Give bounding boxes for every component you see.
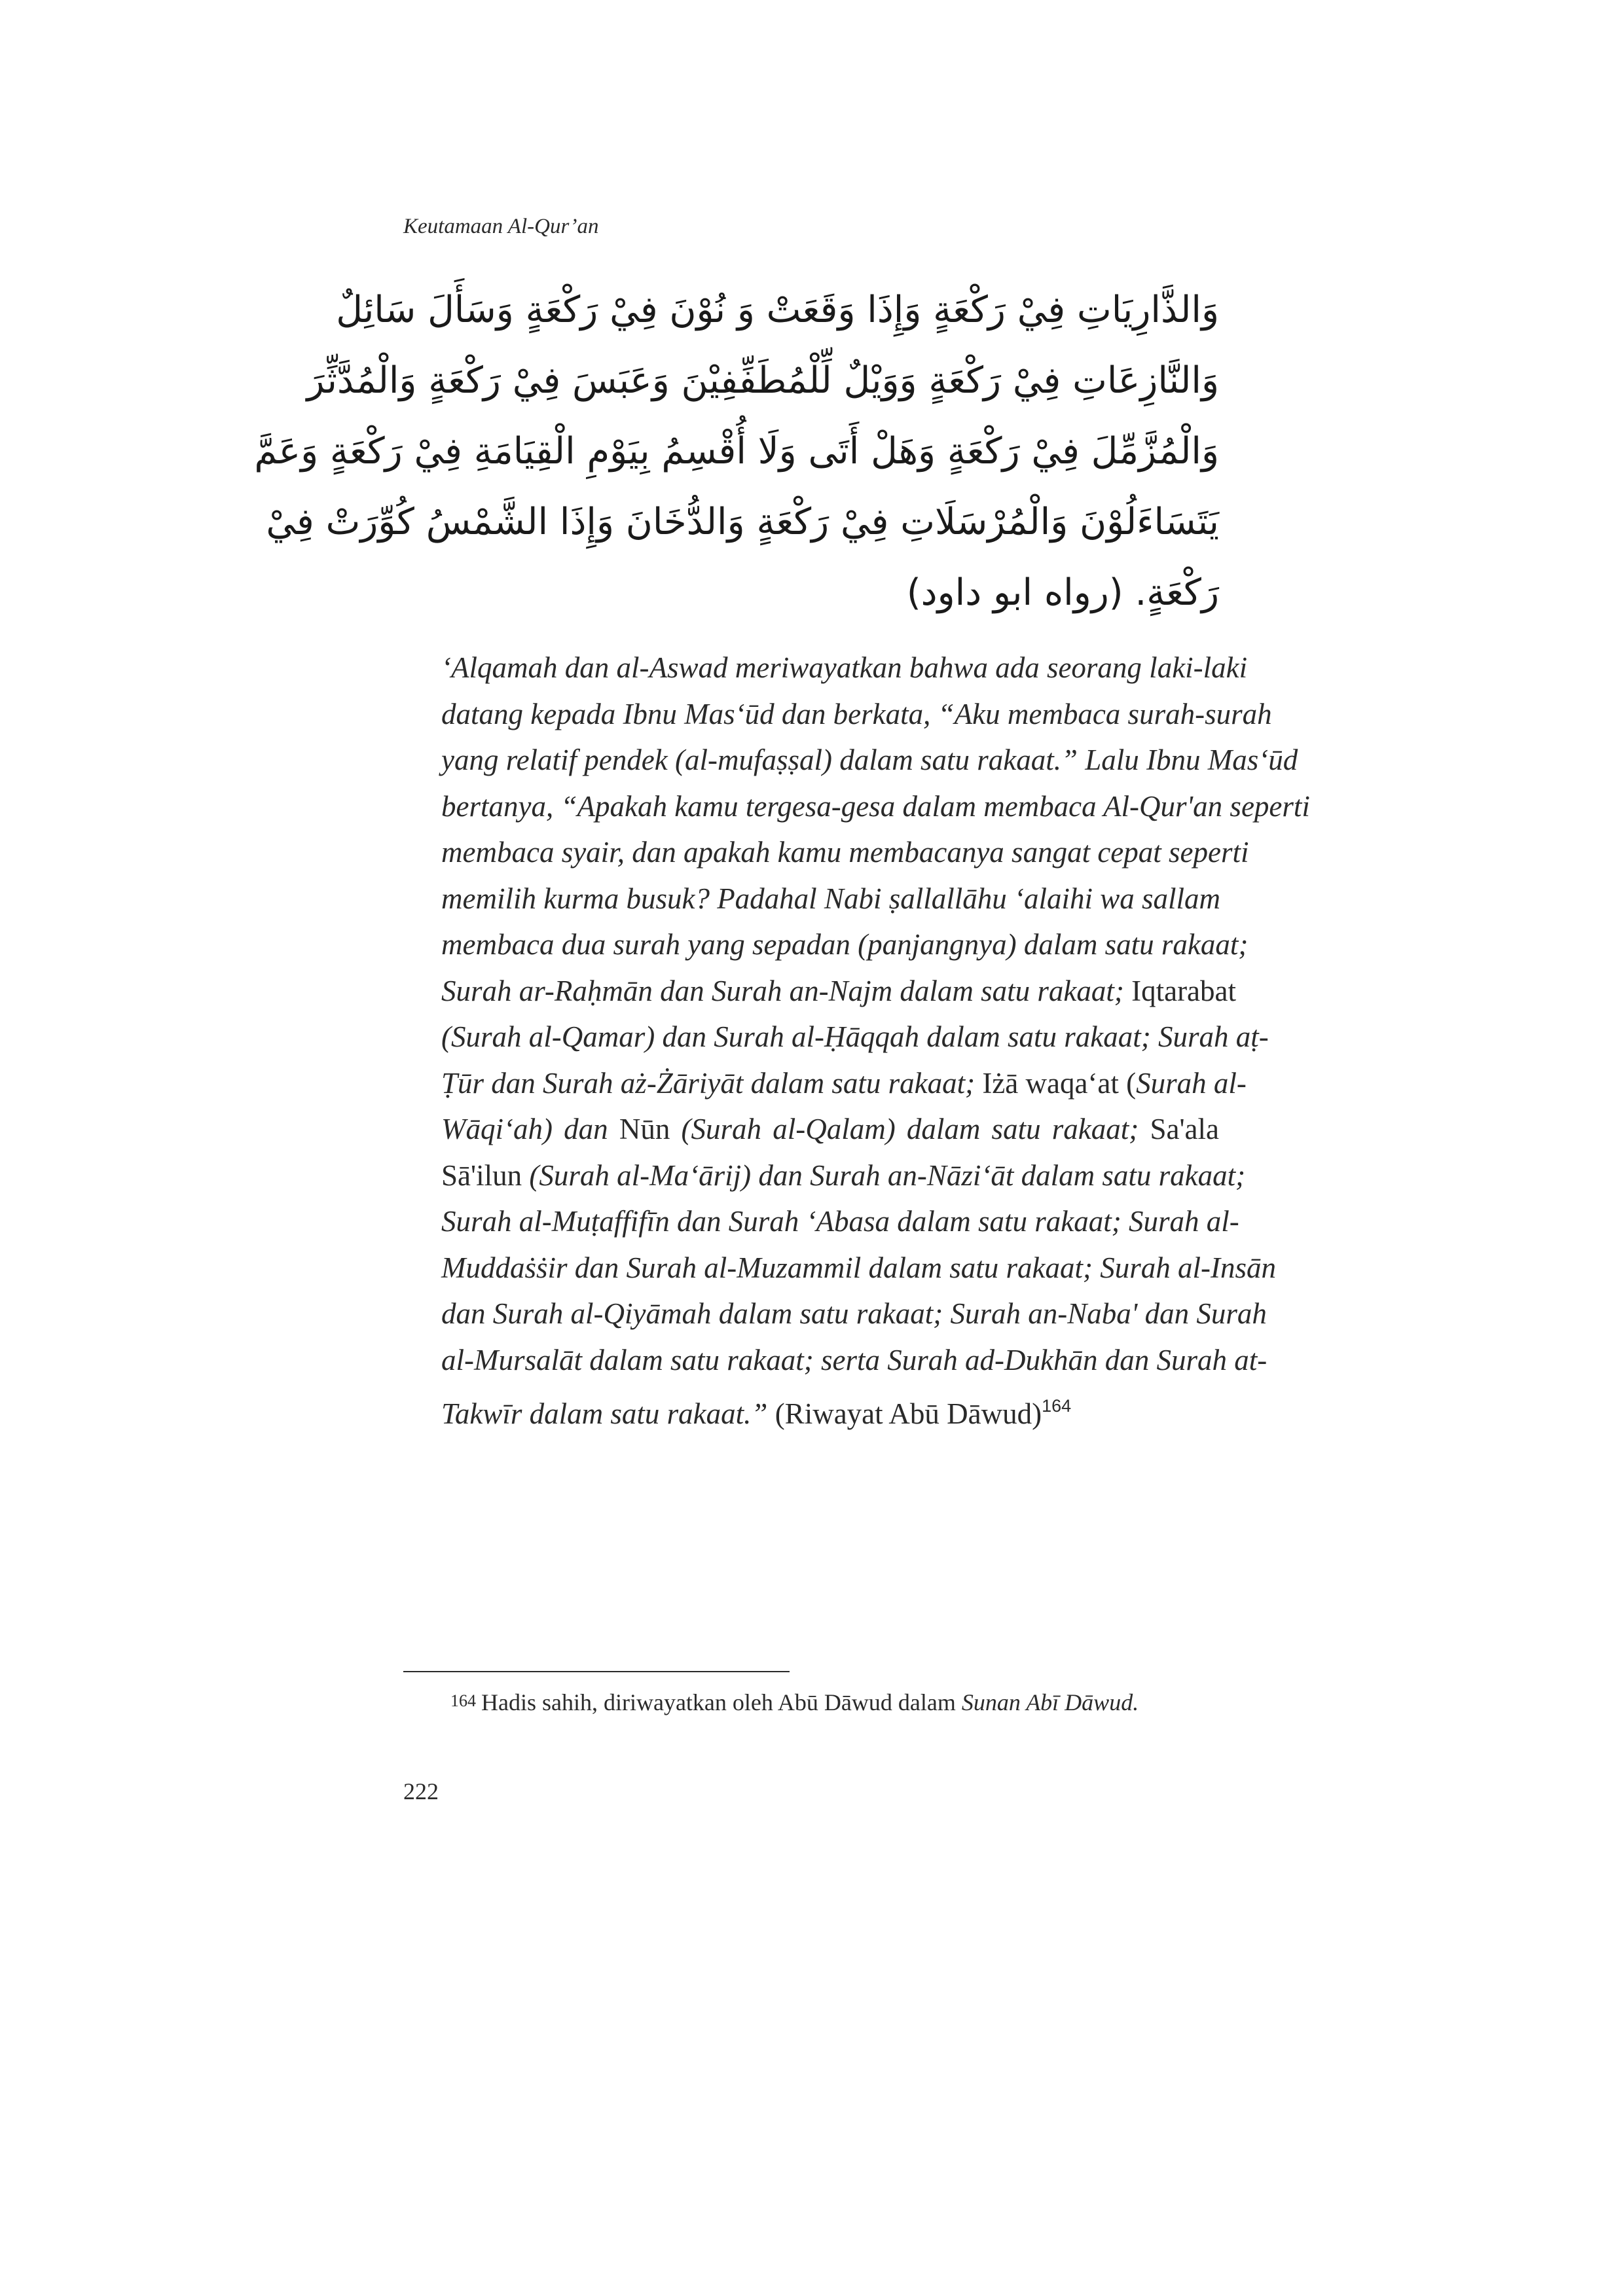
arabic-hadith-text [254, 275, 1219, 628]
translation-line: Muddaṡṡir dan Surah al-Muzammil dalam satu rakaat; Surah al-Insān [441, 1251, 1277, 1284]
running-header: Keutamaan Al-Qur’an [403, 215, 599, 238]
arabic-line: رَكْعَةٍ. (رواه ابو داود) [906, 571, 1219, 614]
footnote-source: Sunan Abī Dāwud. [961, 1689, 1139, 1715]
page-number: 222 [403, 1778, 439, 1804]
translation-line: (Surah al-Qamar) dan Surah al-Ḥāqqah dalam satu rakaat; Surah aṭ- [441, 1020, 1269, 1053]
translation-line: ‘Alqamah dan al-Aswad meriwayatkan bahwa ada seorang laki-laki [441, 651, 1248, 684]
footnote [450, 1689, 1139, 1716]
translation-line: dan Surah al-Qiyāmah dalam satu rakaat; Surah an-Naba' dan Surah [441, 1297, 1267, 1330]
footnote-text: Hadis sahih, diriwayatkan oleh Abū Dāwud dalam [481, 1689, 956, 1715]
footnote-reference[interactable]: 164 [1042, 1396, 1072, 1416]
surah-name: Nūn [619, 1113, 670, 1145]
translation-line: memilih kurma busuk? Padahal Nabi ṣallallāhu ‘alaihi wa sallam [441, 882, 1220, 915]
arabic-line: وَالنَّازِعَاتِ فِيْ رَكْعَةٍ وَوَيْلٌ لِّلْمُطَفِّفِيْنَ وَعَبَسَ فِيْ رَكْعَةٍ وَالْمُدَّثِّرَ [306, 359, 1219, 402]
surah-name: Sa'ala [1150, 1113, 1219, 1145]
surah-name: Iqtarabat [1131, 974, 1237, 1007]
translation-line: datang kepada Ibnu Mas‘ūd dan berkata, “Aku membaca surah-surah [441, 697, 1272, 730]
translation-line: yang relatif pendek (al-mufaṣṣal) dalam satu rakaat.” Lalu Ibnu Mas‘ūd [441, 744, 1298, 776]
arabic-line: وَالذَّارِيَاتِ فِيْ رَكْعَةٍ وَإِذَا وَقَعَتْ وَ نُوْنَ فِيْ رَكْعَةٍ وَسَأَلَ سَائِلٌ [336, 289, 1219, 331]
translation-line: al-Mursalāt dalam satu rakaat; serta Surah ad-Dukhān dan Surah at- [441, 1343, 1267, 1376]
translation-segment: (Surah al-Qalam) dalam satu rakaat; [681, 1113, 1139, 1145]
translation-line [441, 1060, 1247, 1107]
footnote-number: 164 [450, 1691, 476, 1710]
translation-segment: (Surah al-Ma‘ārij) dan Surah an-Nāzi‘āt dalam satu rakaat; [529, 1158, 1246, 1192]
hadith-translation [441, 645, 1310, 1437]
translation-segment: Surah ar-Raḥmān dan Surah an-Najm dalam satu rakaat; [441, 974, 1124, 1007]
translation-line [441, 968, 1237, 1014]
surah-name: Sā'ilun [441, 1158, 522, 1192]
translation-line: membaca syair, dan apakah kamu membacanya sangat cepat seperti [441, 836, 1249, 869]
translation-line: bertanya, “Apakah kamu tergesa-gesa dalam membaca Al-Qur'an seperti [441, 789, 1310, 823]
translation-line [441, 1383, 1219, 1437]
hadith-source: (Riwayat Abū Dāwud) [775, 1397, 1042, 1430]
translation-segment: Surah al- [1136, 1066, 1247, 1100]
translation-line [441, 1153, 1246, 1199]
translation-segment: Ṭūr dan Surah aż-Żāriyāt dalam satu rakaat; [441, 1066, 976, 1100]
translation-line: Surah al-Muṭaffifīn dan Surah ‘Abasa dalam satu rakaat; Surah al- [441, 1205, 1239, 1238]
translation-line [441, 1106, 1219, 1153]
translation-segment: Takwīr dalam satu rakaat.” [441, 1397, 768, 1430]
arabic-line: يَتَسَاءَلُوْنَ وَالْمُرْسَلَاتِ فِيْ رَكْعَةٍ وَالدُّخَانَ وَإِذَا الشَّمْسُ كُوِّرَتْ فِيْ [266, 501, 1219, 543]
translation-line: membaca dua surah yang sepadan (panjangnya) dalam satu rakaat; [441, 928, 1249, 961]
translation-segment: Wāqi‘ah) dan [441, 1113, 608, 1145]
footnote-divider [403, 1671, 790, 1672]
arabic-line: وَالْمُزَّمِّلَ فِيْ رَكْعَةٍ وَهَلْ أَتَى وَلَا أُقْسِمُ بِيَوْمِ الْقِيَامَةِ فِيْ رَكْعَةٍ وَعَمَّ [254, 430, 1219, 473]
surah-name: Iżā waqa‘at ( [982, 1066, 1137, 1100]
